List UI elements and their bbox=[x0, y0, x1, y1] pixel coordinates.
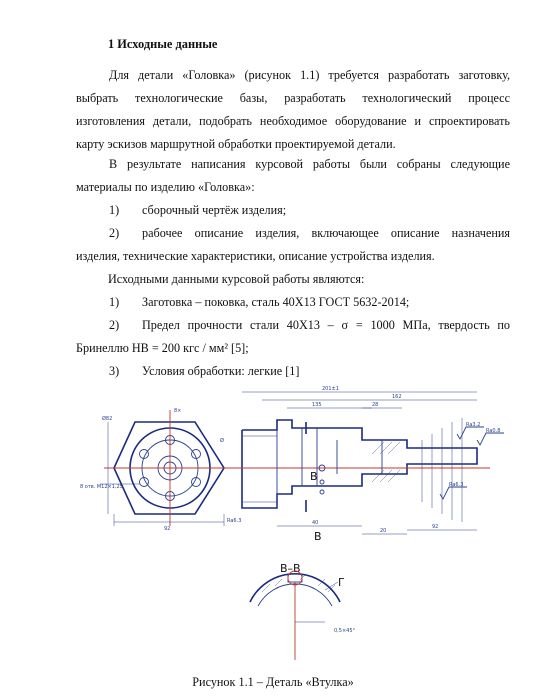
svg-text:0,5×45°: 0,5×45° bbox=[334, 628, 356, 634]
svg-text:92: 92 bbox=[164, 526, 171, 532]
roughness-1: Ra3.2 bbox=[466, 422, 481, 428]
list-text: сборочный чертёж изделия; bbox=[142, 203, 287, 217]
svg-text:Ø82: Ø82 bbox=[102, 416, 113, 422]
svg-text:135: 135 bbox=[312, 402, 322, 408]
svg-text:40: 40 bbox=[312, 520, 319, 526]
section-view-drawing bbox=[240, 562, 360, 662]
list-text: Условия обработки: легкие [1] bbox=[142, 364, 300, 378]
paragraph-materials-intro: В результате написания курсовой работы были собраны следующие материалы по изделию «Головка»: bbox=[76, 157, 510, 194]
list-number: 2) bbox=[109, 226, 120, 240]
dim-overall: 201±1 bbox=[322, 386, 339, 392]
list-number: 1) bbox=[109, 203, 120, 217]
svg-text:Ø: Ø bbox=[220, 438, 224, 444]
list-number: 3) bbox=[109, 364, 120, 378]
list2-item-3 bbox=[76, 360, 510, 383]
svg-text:20: 20 bbox=[380, 528, 387, 534]
detail-mark: Г bbox=[338, 576, 345, 589]
list-number: 2) bbox=[109, 318, 120, 332]
roughness-3: Ra6.3 bbox=[449, 482, 464, 488]
list1-item-2 bbox=[76, 222, 510, 268]
figure-caption: Рисунок 1.1 – Деталь «Втулка» bbox=[192, 675, 354, 689]
list-text: рабочее описание изделия, включающее описание назначения изделия, технические характеристики, описание устройства изделия. bbox=[76, 226, 510, 263]
list-number: 1) bbox=[109, 295, 120, 309]
end-view-drawing bbox=[80, 400, 240, 540]
svg-text:Ra6.3: Ra6.3 bbox=[227, 518, 242, 524]
section-view-label: В–В bbox=[280, 562, 301, 575]
section-mark-top: В bbox=[310, 470, 318, 483]
side-view-drawing bbox=[222, 382, 512, 542]
paragraph-initial-data: Исходными данными курсовой работы являются: bbox=[108, 272, 365, 286]
svg-text:8 отв. М12×1,25: 8 отв. М12×1,25 bbox=[80, 484, 123, 490]
svg-text:162: 162 bbox=[392, 394, 402, 400]
list1-item-1 bbox=[76, 199, 510, 222]
list2-item-1 bbox=[76, 291, 510, 314]
list2-item-2 bbox=[76, 314, 510, 360]
svg-text:28: 28 bbox=[372, 402, 379, 408]
paragraph-task: Для детали «Головка» (рисунок 1.1) требуется разработать заготовку, выбрать технологические базы, разработать технологический процесс изготовления детали, подобрать необходимое оборудование и спроектировать карту эскизов маршрутной обработки проектируемой детали. bbox=[76, 68, 510, 151]
list-text: Заготовка – поковка, сталь 40Х13 ГОСТ 5632-2014; bbox=[142, 295, 410, 309]
section-heading: 1 Исходные данные bbox=[108, 37, 218, 51]
roughness-2: Ra0.8 bbox=[486, 428, 501, 434]
list-text: Предел прочности стали 40Х13 – σ = 1000 МПа, твердость по Бринеллю HB = 200 кгс / мм² [5]; bbox=[76, 318, 510, 355]
section-mark-bottom: В bbox=[314, 530, 322, 543]
svg-text:8×: 8× bbox=[174, 408, 182, 414]
svg-text:92: 92 bbox=[432, 524, 439, 530]
